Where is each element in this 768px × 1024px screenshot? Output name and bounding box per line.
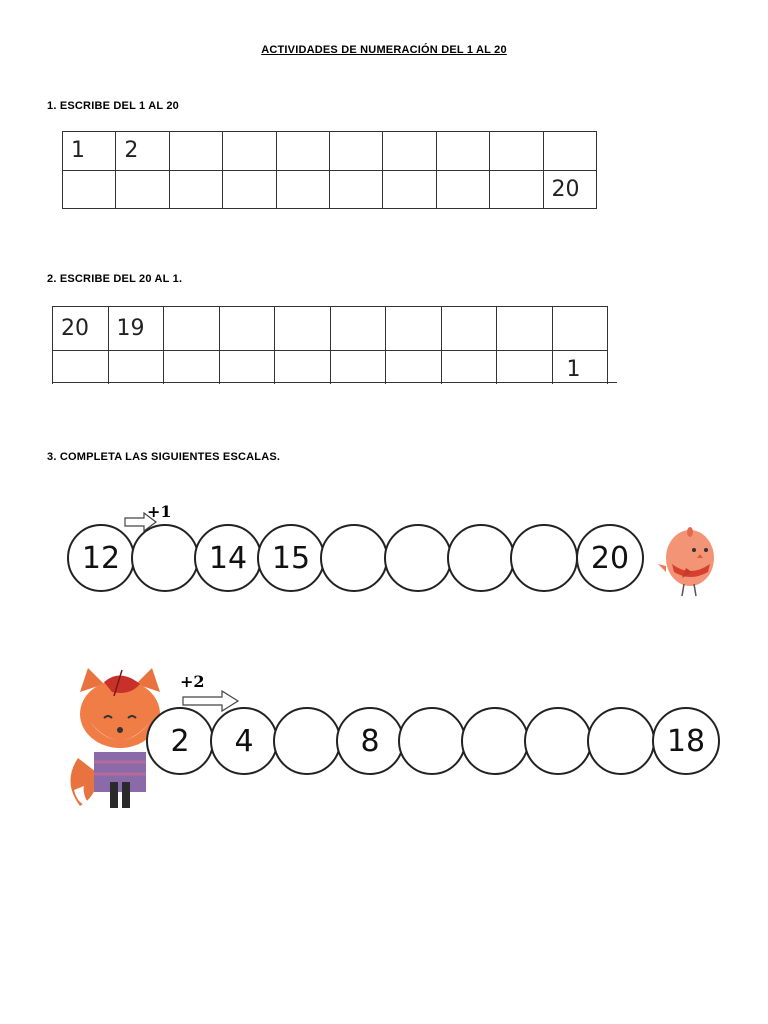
grid-cell[interactable] [329, 132, 382, 171]
grid-cell[interactable] [169, 170, 222, 209]
grid-cell[interactable] [383, 170, 436, 209]
grid-cell[interactable]: 1 [552, 351, 608, 384]
grid-cell[interactable]: 1 [63, 132, 116, 171]
grid-cell[interactable] [169, 132, 222, 171]
grid-cell[interactable] [276, 170, 329, 209]
scale-circle[interactable]: 2 [146, 707, 214, 775]
scale-circle[interactable] [461, 707, 529, 775]
step-label: +2 [180, 672, 205, 691]
grid-cell[interactable]: 20 [543, 170, 596, 209]
grid-cell[interactable] [330, 307, 386, 351]
grid-cell[interactable] [543, 132, 596, 171]
grid-cell[interactable] [219, 307, 275, 351]
grid-cell[interactable] [386, 307, 442, 351]
grid-cell[interactable] [275, 307, 331, 351]
section3-heading: 3. COMPLETA LAS SIGUIENTES ESCALAS. [47, 451, 281, 463]
grid-cell[interactable]: 20 [53, 307, 109, 351]
grid-cell[interactable] [164, 351, 220, 384]
scale-circle[interactable] [398, 707, 466, 775]
grid-cell[interactable]: 19 [108, 307, 164, 351]
scale-circle[interactable]: 12 [67, 524, 135, 592]
grid-cell[interactable] [441, 307, 497, 351]
grid-row [63, 170, 597, 209]
grid-cell[interactable] [330, 351, 386, 384]
grid-cell[interactable] [436, 170, 489, 209]
scale-circle[interactable] [510, 524, 578, 592]
section2-heading: 2. ESCRIBE DEL 20 AL 1. [47, 273, 183, 285]
scale-circle[interactable]: 8 [336, 707, 404, 775]
grid-cell[interactable] [436, 132, 489, 171]
scale-circle[interactable] [273, 707, 341, 775]
grid-cell[interactable] [108, 351, 164, 384]
grid-cell[interactable] [164, 307, 220, 351]
worksheet-title: ACTIVIDADES DE NUMERACIÓN DEL 1 AL 20 [261, 44, 507, 56]
scale-circle[interactable] [131, 524, 199, 592]
grid-cell[interactable] [386, 351, 442, 384]
grid-cell[interactable] [329, 170, 382, 209]
scale-circle[interactable]: 14 [194, 524, 262, 592]
scale-circle[interactable]: 18 [652, 707, 720, 775]
grid-cell[interactable] [219, 351, 275, 384]
number-grid-1-to-20 [62, 131, 597, 209]
step-label: +1 [147, 502, 172, 521]
grid-cell[interactable] [223, 170, 276, 209]
grid-cell[interactable] [497, 351, 553, 384]
grid-cell[interactable] [497, 307, 553, 351]
grid-baseline [52, 382, 617, 383]
grid-cell[interactable] [490, 132, 543, 171]
scale-circle[interactable] [587, 707, 655, 775]
grid-cell[interactable]: 2 [116, 132, 169, 171]
grid-row [53, 307, 608, 351]
scale-circle[interactable] [524, 707, 592, 775]
number-grid-20-to-1 [52, 306, 608, 384]
scale-circle[interactable]: 20 [576, 524, 644, 592]
grid-cell[interactable] [276, 132, 329, 171]
grid-row [53, 351, 608, 384]
grid-row [63, 132, 597, 171]
bird-illustration [656, 520, 722, 602]
grid-cell[interactable] [116, 170, 169, 209]
scale-circle[interactable] [384, 524, 452, 592]
grid-cell[interactable] [490, 170, 543, 209]
grid-cell[interactable] [53, 351, 109, 384]
grid-cell[interactable] [63, 170, 116, 209]
grid-cell[interactable] [552, 307, 608, 351]
scale-circle[interactable]: 15 [257, 524, 325, 592]
grid-cell[interactable] [441, 351, 497, 384]
grid-cell[interactable] [275, 351, 331, 384]
grid-cell[interactable] [223, 132, 276, 171]
scale-circle[interactable] [320, 524, 388, 592]
grid-cell[interactable] [383, 132, 436, 171]
section1-heading: 1. ESCRIBE DEL 1 AL 20 [47, 100, 179, 112]
scale-circle[interactable] [447, 524, 515, 592]
scale-circle[interactable]: 4 [210, 707, 278, 775]
